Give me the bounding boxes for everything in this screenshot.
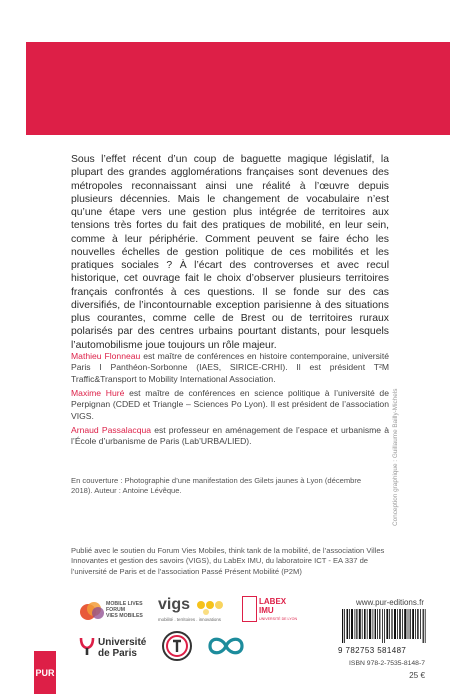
p2m-infinity-icon — [206, 633, 246, 659]
author-bio-passalacqua — [71, 425, 389, 448]
publisher-website: www.pur-editions.fr — [355, 598, 424, 607]
labex-imu-logo — [242, 596, 298, 624]
p2m-logo — [206, 633, 246, 659]
author-bio-hure — [71, 388, 389, 422]
price: 25 € — [409, 671, 425, 680]
author-bio-flonneau — [71, 351, 389, 385]
labex-tagline: UNIVERSITÉ DE LYON — [259, 617, 298, 621]
pur-logo-text: PUR — [35, 667, 55, 678]
labex-box-icon — [242, 596, 257, 622]
forum-vies-mobiles-text: MOBILE LIVES FORUM VIES MOBILES — [106, 601, 143, 619]
cover-photo-credit: En couverture : Photographie d’une manifestation des Gilets jaunes à Lyon (décembre 2018). Auteur : Antoine Lévêque. — [71, 476, 362, 496]
ict-circle-icon — [161, 630, 193, 662]
design-credit: Conception graphique : Guillaume Bailly-Michels — [392, 388, 399, 526]
isbn: ISBN 978-2-7535-8148-7 — [349, 660, 425, 667]
author-name: Arnaud Passalacqua — [71, 425, 152, 435]
author-name: Maxime Huré — [71, 388, 125, 398]
universite-de-paris-text: Université de Paris — [98, 637, 147, 659]
universite-de-paris-mark-icon — [78, 635, 96, 657]
vigs-dots-icon — [196, 600, 228, 616]
support-statement: Publié avec le soutien du Forum Vies Mobiles, think tank de la mobilité, de l’association Villes Innovantes et gestion des savoirs (VIGS), du LabEx IMU, du laboratoire ICT - EA 337 de l’université de Paris et de l’association Passé Présent Mobilité (P2M) — [71, 546, 385, 576]
forum-vies-mobiles-logo — [78, 598, 148, 624]
universite-de-paris-logo — [78, 635, 150, 659]
vigs-wordmark: vigs — [158, 596, 191, 613]
labex-wordmark: LABEX IMU — [259, 597, 287, 615]
author-bio-text: est professeur en aménagement de l’espace et urbanisme à l’École d’urbanisme de Paris (Lab’URBA/LIED). — [71, 425, 389, 447]
vigs-tagline: mobilité . territoires . innovations — [158, 617, 221, 622]
author-bio-text: est maître de conférences en histoire contemporaine, université Paris I Panthéon-Sorbonne (IAES, SIRICE-CRHI). Il est président T²M Traffic&Transport to Mobility International Association. — [71, 351, 389, 384]
red-banner — [26, 42, 450, 135]
back-cover-blurb: Sous l’effet récent d’un coup de baguette magique législatif, la plupart des grandes agglomérations françaises sont devenues des métropoles reconnaissant ainsi une réalité à l’œuvre depuis plusieurs décennies. Mais le changement de vocabulaire n’est qu’une étape vers une gestion plus intégrée de territoires aux tensions très fortes du fait des pratiques de mobilité, en leur sein, comme à leur périphérie. Comment peuvent se faire écho les nouvelles échelles de gestion politique de ces mobilités et les pratiques sociales ? À l’écart des controverses et avec recul historique, cet ouvrage fait le choix d’observer plusieurs territoires français confrontés à ces questions. Il se fonde sur des cas diversifiés, de l’incontournable exception parisienne à des situations plus courantes, comme celle de Brest ou de territoires ruraux polarisés par des centres urbains pourtant distants, pour lesquels l’automobilisme joue toujours un rôle majeur. — [71, 154, 389, 351]
barcode-icon — [342, 609, 426, 643]
pur-logo — [34, 651, 56, 694]
ict-laboratory-logo — [161, 630, 193, 662]
barcode-number: 9 782753 581487 — [338, 646, 407, 655]
author-bio-text: est maître de conférences en science politique à l’université de Perpignan (CDED et Triangle – Sciences Po Lyon). Il est président de l’association VIGS. — [71, 388, 389, 421]
author-name: Mathieu Flonneau — [71, 351, 141, 361]
vigs-logo — [158, 598, 230, 624]
forum-vies-mobiles-mark-icon — [78, 598, 106, 622]
